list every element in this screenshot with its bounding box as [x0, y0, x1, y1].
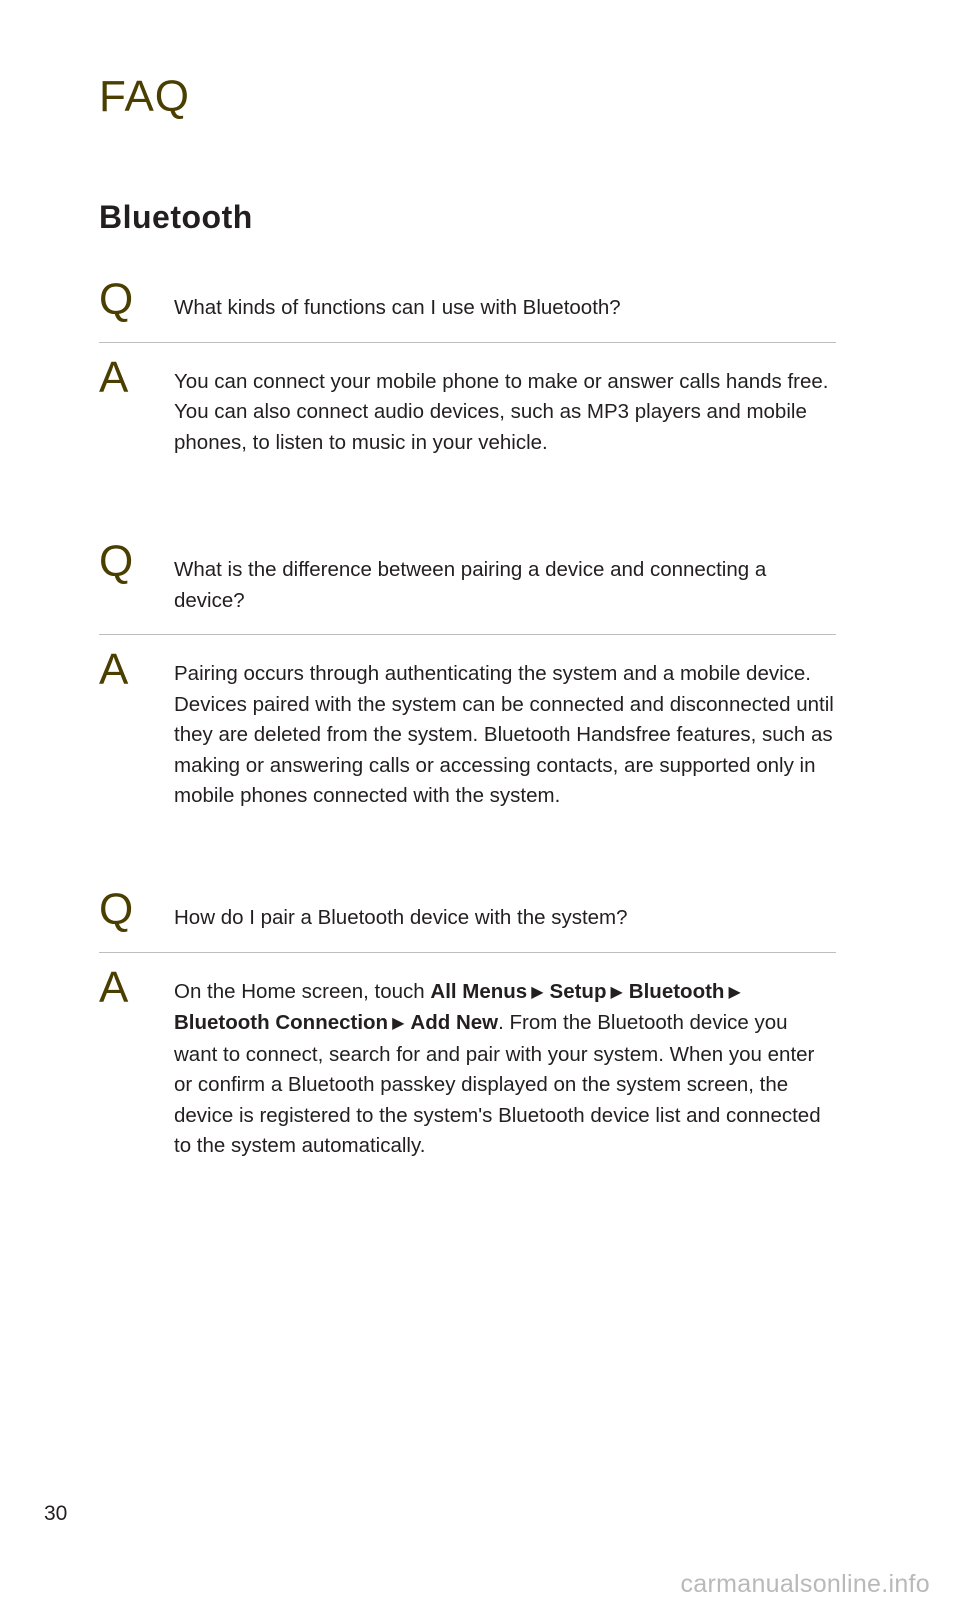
question-row — [99, 537, 836, 635]
answer-text: You can connect your mobile phone to make or answer calls hands free. You can also connect audio devices, such as MP3 players and mobile phones, to listen to music in your vehicle. — [174, 369, 829, 454]
arrow-right-icon: ▶ — [610, 983, 623, 1001]
question-text: How do I pair a Bluetooth device with the system? — [174, 906, 628, 929]
arrow-right-icon: ▶ — [728, 983, 741, 1001]
question-marker: Q — [99, 537, 134, 586]
answer-row — [99, 635, 836, 812]
section-title: Bluetooth — [99, 199, 253, 235]
menu-path-add-new: Add New — [410, 1011, 499, 1034]
menu-path-all-menus: All Menus — [430, 979, 528, 1003]
answer-row — [99, 953, 836, 1162]
answer-marker: A — [99, 352, 129, 402]
answer-text — [174, 977, 836, 1162]
arrow-right-icon: ▶ — [392, 1015, 405, 1032]
question-marker: Q — [99, 885, 134, 934]
watermark: carmanualsonline.info — [680, 1570, 930, 1598]
answer-suffix: . From the Bluetooth device you want to connect, search for and pair with your system. When you enter or confirm a Bluetooth passkey displayed on the system screen, the device is registered to the system's Bluetooth device list and connected to the system automatically. — [174, 1011, 821, 1157]
answer-prefix: On the Home screen, touch — [174, 979, 431, 1003]
faq-list — [99, 275, 836, 1162]
answer-row — [99, 343, 836, 459]
faq-item — [99, 537, 836, 890]
menu-path-setup: Setup — [549, 979, 607, 1003]
answer-marker: A — [99, 962, 129, 1012]
question-text: What is the difference between pairing a device and connecting a device? — [174, 558, 767, 612]
faq-item — [99, 275, 836, 542]
faq-item — [99, 885, 836, 1162]
question-marker: Q — [99, 275, 134, 324]
answer-marker: A — [99, 645, 129, 694]
menu-path-bluetooth-connection: Bluetooth Connection — [174, 1011, 389, 1034]
page-title: FAQ — [99, 72, 191, 121]
question-row — [99, 885, 836, 953]
arrow-right-icon: ▶ — [531, 983, 544, 1001]
question-text: What kinds of functions can I use with Bluetooth? — [174, 296, 621, 319]
answer-text: Pairing occurs through authenticating the system and a mobile device. Devices paired with the system can be connected and disconnected until they are deleted from the system. Bluetooth Handsfree features, such as making or answering calls or accessing contacts, are supported only in mobile phones connected with the system. — [174, 662, 834, 807]
page-number: 30 — [44, 1502, 68, 1525]
question-row — [99, 275, 836, 343]
menu-path-bluetooth: Bluetooth — [628, 979, 725, 1003]
